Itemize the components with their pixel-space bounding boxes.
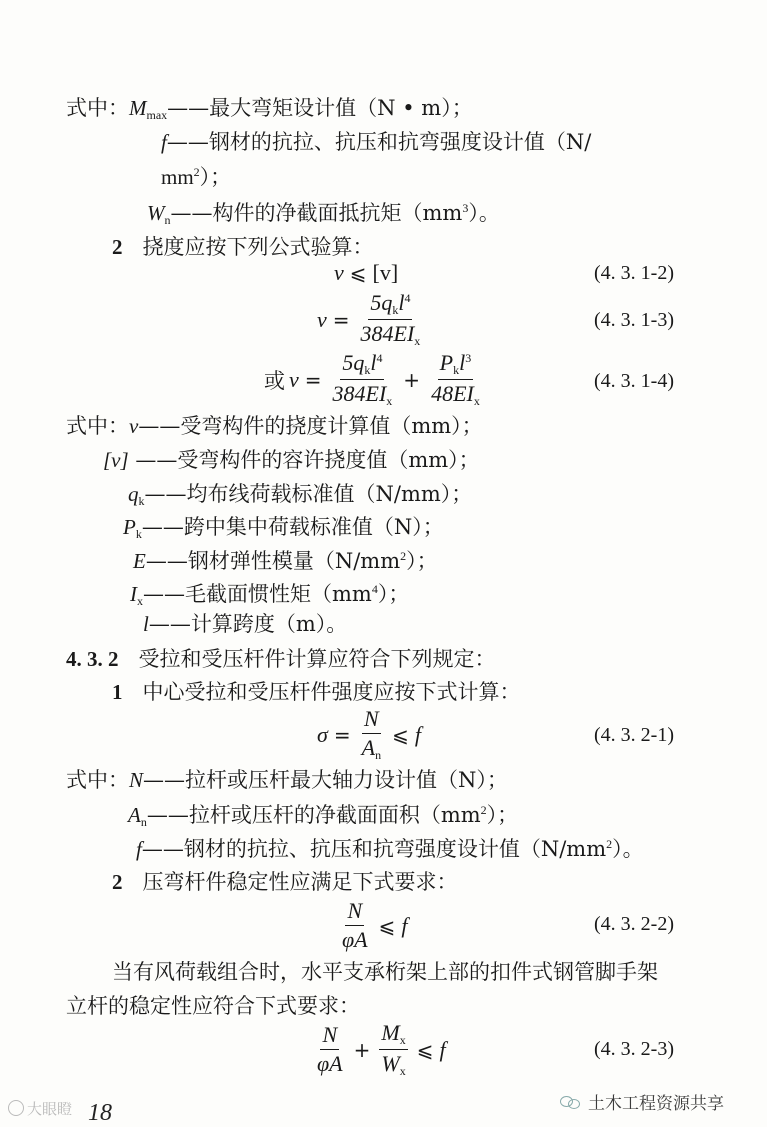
watermark-right: 土木工程资源共享 [560,1089,724,1114]
where-line-f: f——钢材的抗拉、抗压和抗弯强度设计值（N/ [161,130,592,154]
fraction: $\frac{N}{\varphi A}$ [317,1022,343,1076]
equation-number: (4. 3. 1-3) [594,309,674,331]
item-2-deflection: 2 挠度应按下列公式验算： [112,235,374,259]
equation-4-3-1-4: 或 v = $\frac{5q_kl^4}{384EI_x}$ + $\frac{P_kl^3}{48EI_x}$ [264,350,480,408]
where-line-an: $A_n——$拉杆或压杆的净截面面积$(mm^2)$； [128,803,519,829]
where-line-pk: $P_k——$跨中集中荷载标准值（N）； [123,515,444,541]
page-number: 18 [88,1100,112,1126]
section-4-3-2: 4. 3. 2 受拉和受压杆件计算应符合下列规定： [66,647,496,671]
where-line-mmax: 式中：$M_{max}——$最大弯矩设计值（N • m）； [66,96,473,122]
equation-number: (4. 3. 1-4) [594,370,674,392]
where-line-e: E——钢材弹性模量$(N/mm^2)$； [133,549,438,573]
equation-4-3-1-3: v = $\frac{5q_kl^4}{384EI_x}$ [317,290,421,348]
watermark-left: 大眼瞪 [8,1098,72,1119]
item-1-strength: 1 中心受拉和受压杆件强度应按下式计算： [112,680,521,704]
fraction: $\frac{5q_kl^4}{384EI_x}$ [332,350,393,408]
where-line-wn: $W_n——$构件的净截面抵抗矩$(mm^3)$。 [147,201,500,227]
where-line-n: 式中：N——拉杆或压杆最大轴力设计值（N）； [66,768,508,792]
where-line-v-allow: [v] ——受弯构件的容许挠度值（mm）； [103,448,480,472]
where-line-v: 式中：v——受弯构件的挠度计算值（mm）； [66,414,483,438]
where-line-f-cont: $mm^2$）； [161,165,232,189]
fraction: $\frac{N}{\varphi A}$ [342,898,368,952]
where-line-f2: f——钢材的抗拉、抗压和抗弯强度设计值$(N/mm^2)$。 [136,837,644,861]
equation-number: (4. 3. 2-3) [594,1038,674,1060]
equation-number: (4. 3. 1-2) [594,262,674,284]
where-lead: 式中： [66,96,129,120]
equation-4-3-2-3: $\frac{N}{\varphi A}$ + $\frac{M_x}{W_x}$ ⩽ f [317,1020,446,1078]
wechat-icon [560,1094,582,1110]
equation-4-3-1-2: v ⩽ [v] [334,260,399,285]
paragraph-line-2: 立杆的稳定性应符合下式要求： [66,994,360,1018]
equation-4-3-2-2: $\frac{N}{\varphi A}$ ⩽ f [342,898,408,952]
where-line-qk: $q_k——$均布线荷载标准值（N/mm）； [128,482,473,508]
fraction: $\frac{N}{A_n}$ [361,706,382,762]
equation-4-3-2-1: σ = $\frac{N}{A_n}$ ⩽ f [317,706,421,762]
where-line-l: l——计算跨度（m）。 [143,612,348,636]
where-line-ix: $I_x——$毛截面惯性矩$(mm^4)$； [130,582,410,608]
watermark-logo-icon [8,1100,24,1116]
paragraph-line-1: 当有风荷载组合时，水平支承桁架上部的扣件式钢管脚手架 [112,960,658,984]
equation-number: (4. 3. 2-1) [594,724,674,746]
fraction: $\frac{P_kl^3}{48EI_x}$ [431,350,480,408]
item-2-stability: 2 压弯杆件稳定性应满足下式要求： [112,870,458,894]
fraction: $\frac{5q_kl^4}{384EI_x}$ [360,290,421,348]
equation-number: (4. 3. 2-2) [594,913,674,935]
fraction: $\frac{M_x}{W_x}$ [381,1020,406,1078]
